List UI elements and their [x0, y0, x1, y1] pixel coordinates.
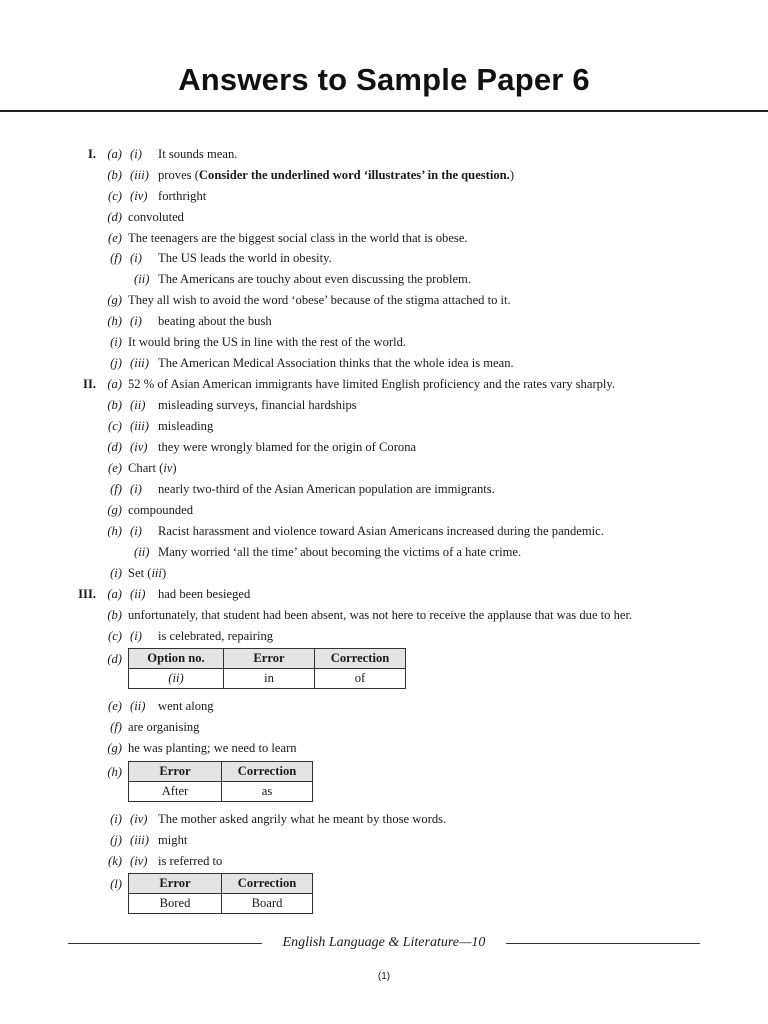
answer-text — [128, 228, 468, 248]
sub-option-label: (iv) — [130, 189, 148, 203]
answer-text-main: The American Medical Association thinks that the whole idea is mean. — [158, 356, 514, 370]
answer-text — [158, 521, 604, 541]
table-cell: (ii) — [129, 669, 224, 689]
answer-text — [158, 437, 416, 457]
answer-text-main: Racist harassment and violence toward Asian Americans increased during the pandemic. — [158, 524, 604, 538]
item-label: (b) — [107, 398, 122, 412]
answer-text — [158, 696, 214, 716]
table-row — [129, 669, 406, 689]
answer-text — [158, 186, 206, 206]
sub-option-label: (iv) — [130, 854, 148, 868]
answer-text-main: had been besieged — [158, 587, 251, 601]
item-label: (h) — [107, 524, 122, 538]
sub-option-label: (ii) — [134, 545, 150, 559]
sub-option-label: (iv) — [130, 440, 148, 454]
item-label: (a) — [107, 587, 122, 601]
answer-text — [158, 353, 514, 373]
sub-option-label: (iii) — [130, 356, 149, 370]
sub-option-label: (i) — [130, 314, 142, 328]
answer-text-main: They all wish to avoid the word ‘obese’ because of the stigma attached to it. — [128, 293, 511, 307]
answer-text-main: nearly two-third of the Asian American population are immigrants. — [158, 482, 495, 496]
answer-text-after: ) — [161, 566, 167, 580]
answer-text — [128, 207, 184, 227]
title-rule — [0, 110, 768, 112]
item-label: (g) — [107, 741, 122, 755]
answer-table — [128, 648, 406, 689]
sub-option-label: (i) — [130, 482, 142, 496]
answer-text-after: ) — [172, 461, 177, 475]
item-label: (f) — [110, 251, 122, 265]
section-number: III. — [78, 587, 96, 601]
table-row — [129, 782, 313, 802]
answer-text-main: Set ( — [128, 566, 152, 580]
answer-text — [128, 738, 297, 758]
answer-text-main: Chart ( — [128, 461, 164, 475]
sub-option-label: (i) — [130, 629, 142, 643]
answer-text — [158, 851, 222, 871]
answer-text-main: went along — [158, 699, 214, 713]
sub-option-label: (ii) — [130, 587, 146, 601]
item-label: (g) — [107, 293, 122, 307]
answer-table — [128, 761, 313, 802]
answer-text — [128, 500, 193, 520]
table-cell: in — [224, 669, 315, 689]
table-header-row — [129, 649, 406, 669]
item-label: (i) — [110, 812, 122, 826]
answer-text-main: he was planting; we need to learn — [128, 741, 297, 755]
answer-text — [128, 458, 177, 478]
answer-text — [128, 374, 615, 394]
answer-text — [128, 605, 632, 625]
answer-text — [158, 311, 272, 331]
sub-option-label: (i) — [130, 147, 142, 161]
answer-text-main: It sounds mean. — [158, 147, 238, 161]
answer-text-main: 52 % of Asian American immigrants have limited English proficiency and the rates vary sharply. — [128, 377, 616, 391]
answer-text-italic: iv — [163, 461, 173, 475]
item-label: (d) — [107, 652, 122, 666]
answer-text — [158, 269, 471, 289]
item-label: (d) — [107, 210, 122, 224]
item-label: (e) — [108, 699, 122, 713]
answer-text-main: The Americans are touchy about even discussing the problem. — [158, 272, 472, 286]
answer-text — [158, 542, 521, 562]
sub-option-label: (iv) — [130, 812, 148, 826]
answer-text — [158, 809, 446, 829]
sub-option-label: (iii) — [130, 833, 149, 847]
answer-text-main: misleading — [158, 419, 214, 433]
answer-text-italic: iii — [151, 566, 162, 580]
item-label: (c) — [108, 629, 122, 643]
item-label: (g) — [107, 503, 122, 517]
sub-option-label: (i) — [130, 524, 142, 538]
answer-text — [158, 248, 332, 268]
item-label: (f) — [110, 720, 122, 734]
answer-text — [128, 563, 166, 583]
answer-text — [128, 290, 511, 310]
page-title: Answers to Sample Paper 6 — [178, 62, 590, 97]
item-label: (i) — [110, 566, 122, 580]
answer-text-main: misleading surveys, financial hardships — [158, 398, 357, 412]
item-label: (i) — [110, 335, 122, 349]
answer-text — [158, 144, 237, 164]
answer-text — [158, 165, 514, 185]
answer-table — [128, 873, 313, 914]
table-header-cell: Error — [129, 874, 222, 894]
answer-text-bold: Consider the underlined word ‘illustrates’ in the question. — [198, 168, 510, 182]
answer-text — [158, 479, 495, 499]
answer-text-main: is referred to — [158, 854, 223, 868]
item-label: (c) — [108, 419, 122, 433]
answer-text — [158, 626, 273, 646]
table-header-row — [129, 762, 313, 782]
table-header-cell: Correction — [222, 874, 313, 894]
answer-text-main: are organising — [128, 720, 200, 734]
table-cell: Bored — [129, 894, 222, 914]
footer-rule-right — [506, 943, 700, 944]
sub-option-label: (iii) — [130, 419, 149, 433]
answer-text — [158, 416, 213, 436]
table-header-cell: Option no. — [129, 649, 224, 669]
sub-option-label: (i) — [130, 251, 142, 265]
item-label: (k) — [108, 854, 122, 868]
table-header-cell: Error — [224, 649, 315, 669]
table-cell: After — [129, 782, 222, 802]
item-label: (e) — [108, 461, 122, 475]
answer-text — [128, 717, 199, 737]
item-label: (j) — [110, 833, 122, 847]
answer-text-main: unfortunately, that student had been absent, was not here to receive the applause that was due to her. — [128, 608, 633, 622]
answer-text-main: beating about the bush — [158, 314, 272, 328]
answer-text-main: they were wrongly blamed for the origin of Corona — [158, 440, 417, 454]
sub-option-label: (ii) — [134, 272, 150, 286]
answer-text-main: might — [158, 833, 188, 847]
item-label: (c) — [108, 189, 122, 203]
answer-text — [158, 584, 250, 604]
table-header-cell: Error — [129, 762, 222, 782]
answer-text-main: convoluted — [128, 210, 184, 224]
item-label: (h) — [107, 314, 122, 328]
table-cell: Board — [222, 894, 313, 914]
item-label: (f) — [110, 482, 122, 496]
answer-text-main: compounded — [128, 503, 194, 517]
answer-text-main: proves ( — [158, 168, 199, 182]
footer-text: English Language & Literature—10 — [282, 935, 486, 950]
item-label: (h) — [107, 765, 122, 779]
table-header-cell: Correction — [222, 762, 313, 782]
page-number: (1) — [377, 971, 391, 982]
answer-text-main: It would bring the US in line with the rest of the world. — [128, 335, 407, 349]
sub-option-label: (iii) — [130, 168, 149, 182]
table-row — [129, 894, 313, 914]
table-header-row — [129, 874, 313, 894]
table-header-cell: Correction — [315, 649, 406, 669]
item-label: (b) — [107, 608, 122, 622]
item-label: (a) — [107, 377, 122, 391]
item-label: (j) — [110, 356, 122, 370]
answer-text-after: ) — [509, 168, 515, 182]
item-label: (b) — [107, 168, 122, 182]
answer-text-main: The US leads the world in obesity. — [158, 251, 332, 265]
footer-rule-left — [68, 943, 262, 944]
answer-text-main: Many worried ‘all the time’ about becoming the victims of a hate crime. — [158, 545, 522, 559]
answer-text-main: The mother asked angrily what he meant by those words. — [158, 812, 447, 826]
answer-text-main: is celebrated, repairing — [158, 629, 274, 643]
sub-option-label: (ii) — [130, 398, 146, 412]
answer-text-main: The teenagers are the biggest social class in the world that is obese. — [128, 231, 468, 245]
section-number: I. — [87, 147, 96, 161]
item-label: (d) — [107, 440, 122, 454]
answer-text — [128, 332, 406, 352]
table-cell: of — [315, 669, 406, 689]
table-cell: as — [222, 782, 313, 802]
item-label: (e) — [108, 231, 122, 245]
item-label: (a) — [107, 147, 122, 161]
answer-text — [158, 395, 357, 415]
section-number: II. — [83, 377, 96, 391]
answer-text — [158, 830, 187, 850]
sub-option-label: (ii) — [130, 699, 146, 713]
item-label: (l) — [110, 877, 122, 891]
answer-text-main: forthright — [158, 189, 207, 203]
